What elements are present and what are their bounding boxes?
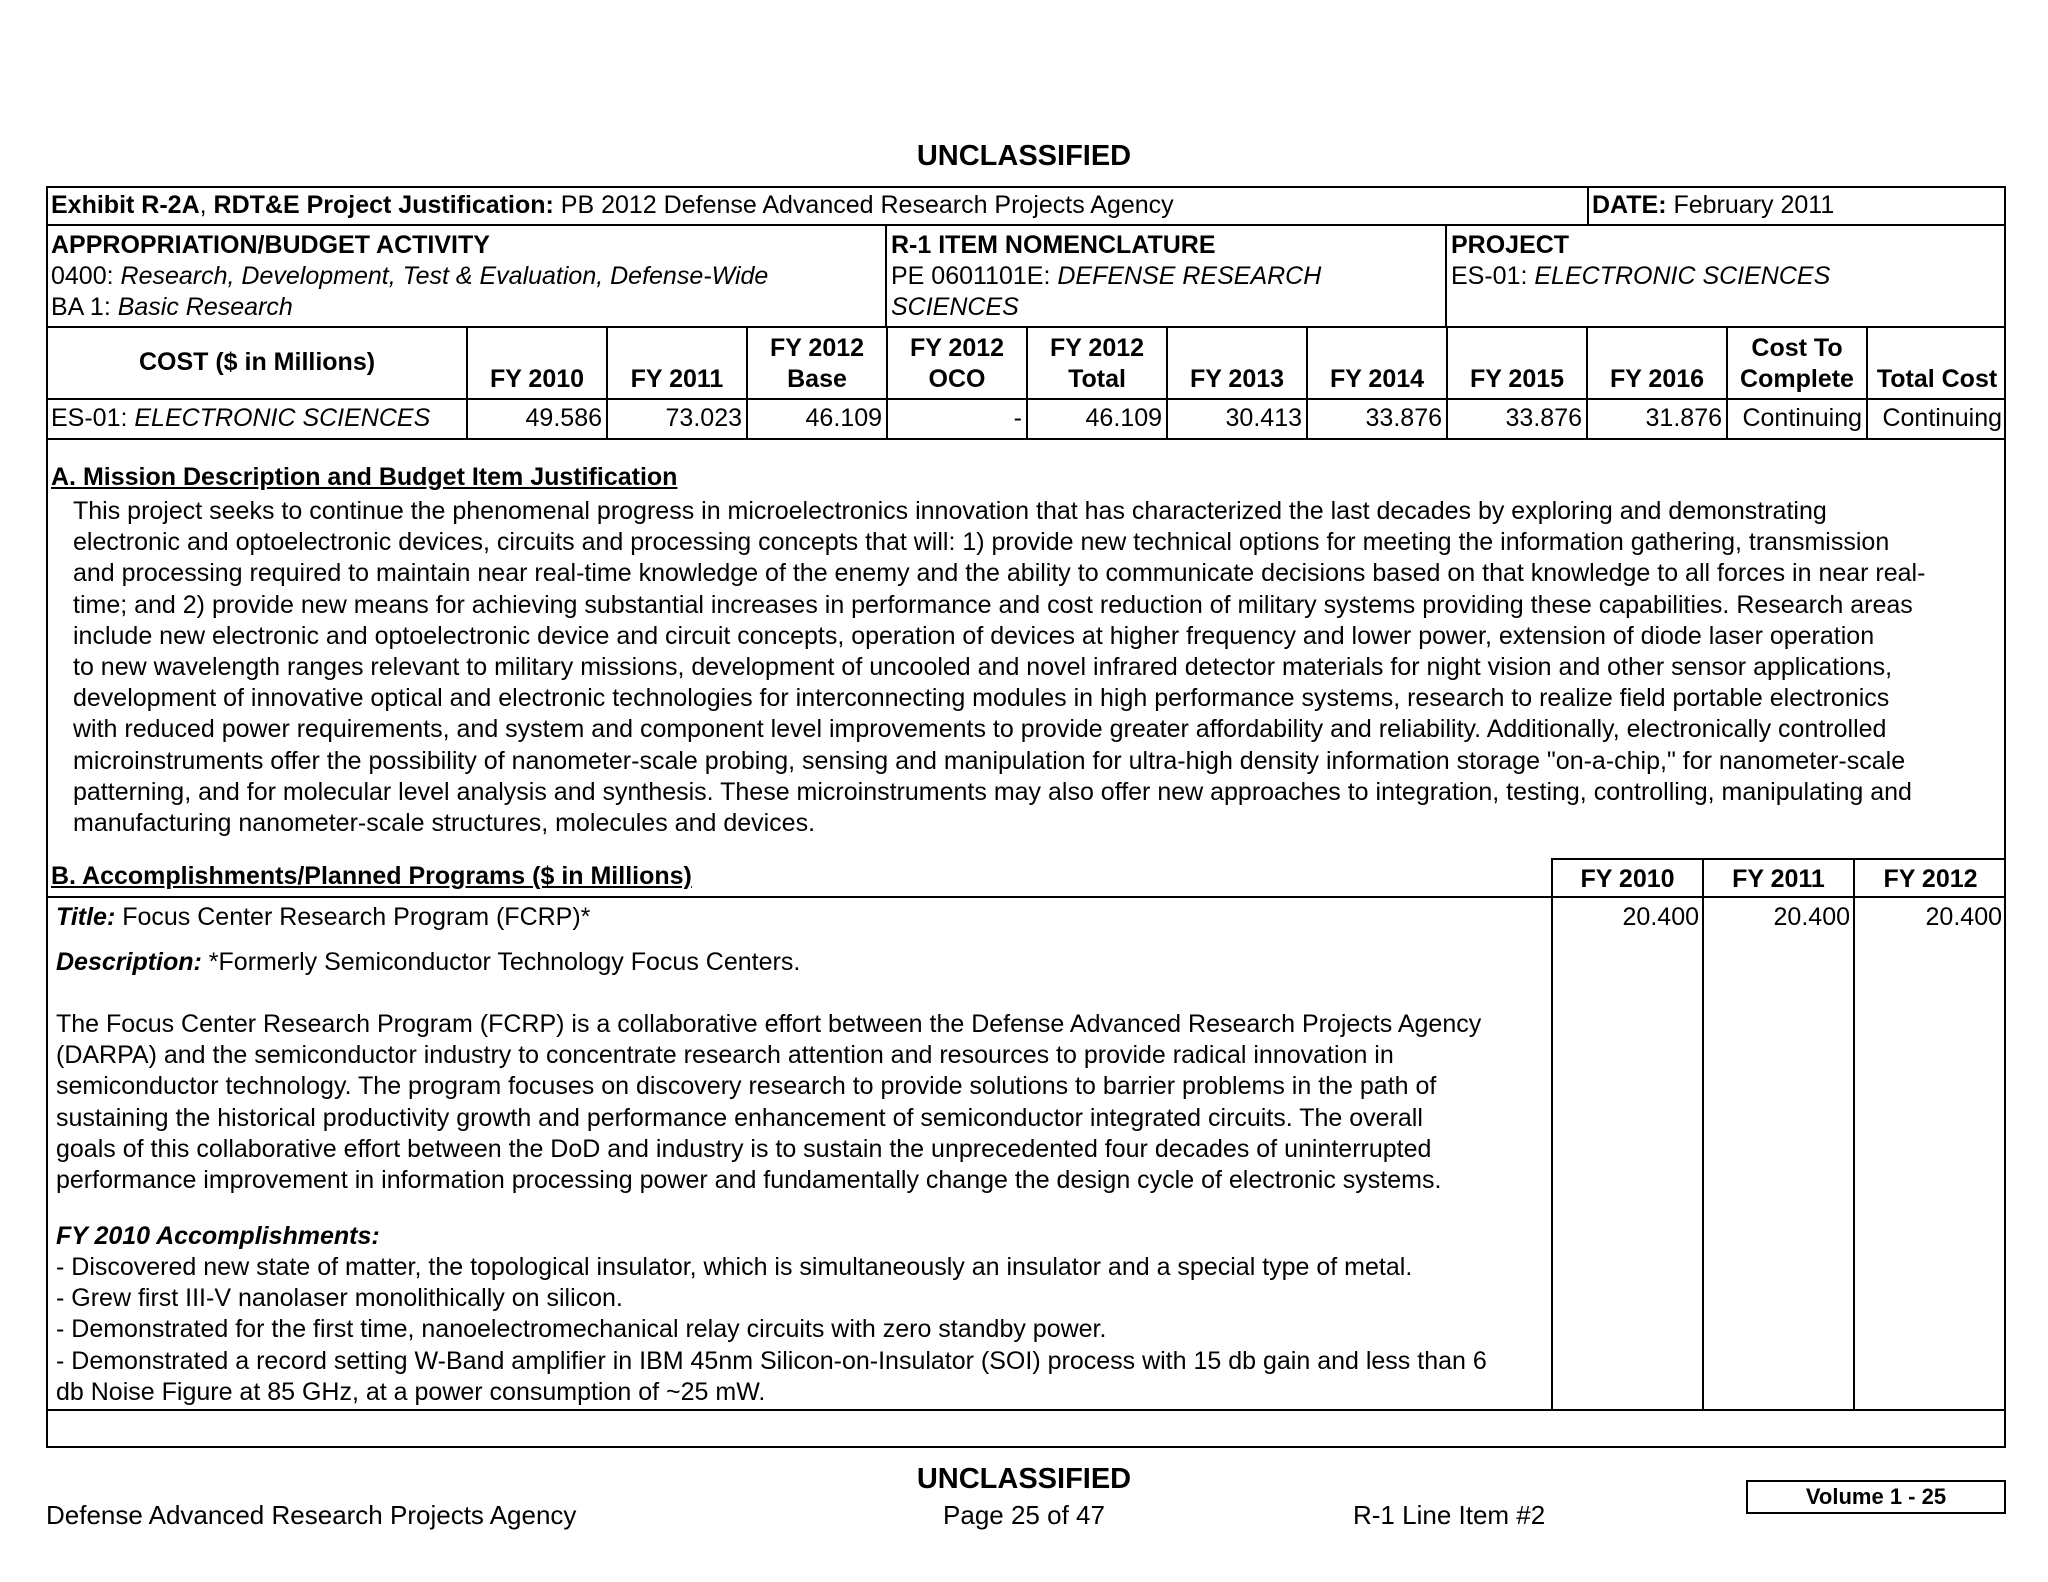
section-b-col-fy2012: FY 2012 (1883, 865, 1978, 893)
volume-box: Volume 1 - 25 (1746, 1480, 2006, 1514)
program-description: Description: *Formerly Semiconductor Technology Focus Centers. (56, 948, 801, 976)
section-a-heading: A. Mission Description and Budget Item Justification (51, 463, 678, 491)
cost-col-header-line1: FY 2012 (769, 334, 865, 362)
section-a-line: This project seeks to continue the phenomenal progress in microelectronics innovation that has characterized the last decades by exploring and demonstrating (73, 497, 1827, 525)
footer-page-number: Page 25 of 47 (943, 1500, 1105, 1530)
divider (1702, 858, 1704, 1410)
cost-col-header-line2: Total (1068, 365, 1126, 393)
appropriation-line-1: 0400: Research, Development, Test & Evaluation, Defense-Wide (51, 262, 769, 290)
exhibit-date: DATE: February 2011 (1592, 191, 1835, 219)
divider (1587, 186, 1589, 225)
cost-col-header-line2: FY 2013 (1189, 365, 1285, 393)
footer-line-item: R-1 Line Item #2 (1353, 1500, 1546, 1530)
program-title: Title: Focus Center Research Program (FCRP)* (56, 903, 591, 931)
section-a-line: patterning, and for molecular level analysis and synthesis. These microinstruments may also offer new approaches to integration, testing, controlling, manipulating and (73, 777, 1912, 806)
accomplishment-item: db Noise Figure at 85 GHz, at a power consumption of ~25 mW. (56, 1377, 766, 1406)
r1-item-line-1: PE 0601101E: DEFENSE RESEARCH (891, 262, 1322, 290)
section-a-line: time; and 2) provide new means for achieving substantial increases in performance and cost reduction of military systems providing these capabilities. Research areas (73, 590, 1913, 619)
program-value-fy2012: 20.400 (1925, 903, 2002, 931)
section-b-col-fy2011: FY 2011 (1732, 865, 1825, 893)
divider (1445, 224, 1447, 327)
project-label: PROJECT (1451, 231, 1570, 259)
accomplishments-heading: FY 2010 Accomplishments: (56, 1222, 380, 1250)
section-a-line: and processing required to maintain near real-time knowledge of the enemy and the ability to communicate decisions based on that knowledge to all forces in near real- (73, 559, 1926, 588)
section-a-line: with reduced power requirements, and system and component level improvements to provide greater affordability and reliability. Additionally, electronically controlled (73, 715, 1887, 744)
cost-col-header-line2: FY 2010 (489, 365, 585, 393)
section-a-line: electronic and optoelectronic devices, circuits and processing concepts that will: 1) provide new technical options for meeting the information gathering, transmission (73, 528, 1890, 557)
program-body-line: The Focus Center Research Program (FCRP) is a collaborative effort between the Defense Advanced Research Projects Agency (56, 1010, 1482, 1038)
cost-col-header-line2: FY 2015 (1469, 365, 1565, 393)
section-a-line: development of innovative optical and electronic technologies for interconnecting modules in high performance systems, research to realize field portable electronics (73, 684, 1890, 713)
cost-value: 49.586 (525, 404, 602, 432)
program-body-line: goals of this collaborative effort between the DoD and industry is to sustain the unprecedented four decades of uninterrupted (56, 1134, 1432, 1163)
cost-value: 33.876 (1505, 404, 1582, 432)
cost-col-header-line1: FY 2012 (909, 334, 1005, 362)
r1-item-label: R-1 ITEM NOMENCLATURE (891, 231, 1216, 259)
program-body-line: sustaining the historical productivity growth and performance enhancement of semiconductor integrated circuits. The overall (56, 1103, 1423, 1132)
appropriation-line-2: BA 1: Basic Research (51, 293, 293, 321)
cost-table-title: COST ($ in Millions) (138, 348, 376, 376)
cost-col-header-line2: Base (787, 365, 847, 393)
cost-col-header-line2: Total Cost (1876, 365, 1998, 393)
bottom-classification: UNCLASSIFIED (916, 1463, 1132, 1495)
divider (1853, 858, 1855, 1410)
section-b-heading: B. Accomplishments/Planned Programs ($ in Millions) (51, 862, 692, 890)
cost-value: 46.109 (1085, 404, 1162, 432)
cost-value: - (1013, 404, 1022, 432)
divider (1551, 858, 2006, 860)
divider (46, 896, 2006, 898)
program-value-fy2011: 20.400 (1773, 903, 1850, 931)
accomplishment-item: - Demonstrated for the first time, nanoelectromechanical relay circuits with zero standby power. (56, 1315, 1107, 1344)
cost-col-header-line2: FY 2016 (1609, 365, 1705, 393)
section-b-col-fy2010: FY 2010 (1580, 865, 1675, 893)
cost-value: Continuing (1882, 404, 2002, 432)
cost-col-header-line2: OCO (928, 365, 986, 393)
footer-agency: Defense Advanced Research Projects Agency (46, 1500, 577, 1530)
accomplishment-item: - Demonstrated a record setting W-Band amplifier in IBM 45nm Silicon-on-Insulator (SOI) process with 15 db gain and less than 6 (56, 1346, 1487, 1375)
section-a-line: microinstruments offer the possibility of nanometer-scale probing, sensing and manipulation for ultra-high density information storage "on-a-chip," for nanometer-scale (73, 746, 1906, 775)
divider (46, 1409, 2006, 1411)
section-a-line: include new electronic and optoelectronic device and circuit concepts, operation of devices at higher frequency and lower power, extension of diode laser operation (73, 621, 1875, 650)
section-a-text (73, 496, 1925, 839)
accomplishment-item: - Discovered new state of matter, the topological insulator, which is simultaneously an insulator and a special type of metal. (56, 1253, 1413, 1281)
program-body-line: semiconductor technology. The program focuses on discovery research to provide solutions to barrier problems in the path of (56, 1072, 1437, 1101)
program-value-fy2010: 20.400 (1622, 903, 1699, 931)
cost-col-header-line2: FY 2014 (1329, 365, 1425, 393)
project-value: ES-01: ELECTRONIC SCIENCES (1451, 262, 1831, 290)
cost-col-header-line2: Complete (1740, 365, 1854, 393)
section-a-line: manufacturing nanometer-scale structures, molecules and devices. (73, 809, 816, 838)
exhibit-title: Exhibit R-2A, RDT&E Project Justification: PB 2012 Defense Advanced Research Projects Agency (51, 191, 1174, 219)
appropriation-label: APPROPRIATION/BUDGET ACTIVITY (51, 231, 490, 259)
cost-row-label: ES-01: ELECTRONIC SCIENCES (51, 404, 431, 432)
cost-value: 31.876 (1645, 404, 1722, 432)
cost-value: 30.413 (1225, 404, 1302, 432)
divider (1551, 858, 1553, 1410)
program-body-line: (DARPA) and the semiconductor industry to concentrate research attention and resources to provide radical innovation in (56, 1041, 1394, 1070)
accomplishment-item: - Grew first III-V nanolaser monolithically on silicon. (56, 1284, 623, 1313)
cost-col-header-line2: FY 2011 (630, 365, 724, 393)
cost-value: 46.109 (805, 404, 882, 432)
cost-value: 33.876 (1365, 404, 1442, 432)
program-body-line: performance improvement in information processing power and fundamentally change the design cycle of electronic systems. (56, 1166, 1442, 1195)
cost-value: 73.023 (665, 404, 742, 432)
divider (46, 224, 2006, 226)
section-a-line: to new wavelength ranges relevant to military missions, development of uncooled and novel infrared detector materials for night vision and other sensor applications, (73, 653, 1893, 682)
top-classification: UNCLASSIFIED (916, 140, 1132, 172)
cost-col-header-line1: Cost To (1751, 334, 1843, 362)
divider (885, 224, 887, 327)
accomplishments-list (56, 1252, 1487, 1408)
cost-col-header-line1: FY 2012 (1049, 334, 1145, 362)
r1-item-line-2: SCIENCES (891, 293, 1019, 321)
program-body-text (56, 1009, 1481, 1196)
cost-value: Continuing (1742, 404, 1862, 432)
